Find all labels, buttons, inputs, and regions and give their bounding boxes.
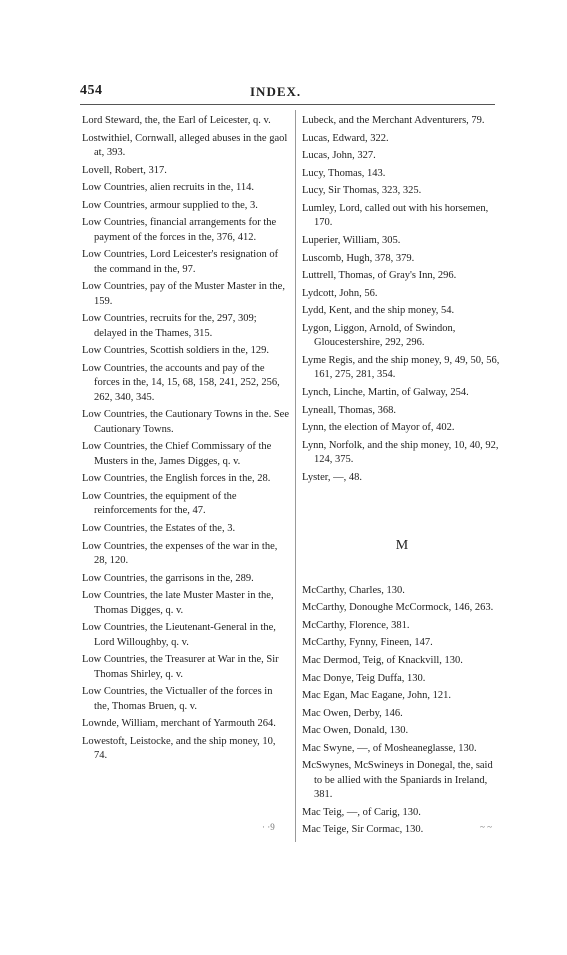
index-entry: Low Countries, the late Muster Master in the, Thomas Digges, q. v. — [82, 590, 274, 616]
index-entry: Low Countries, financial arrangements for the payment of the forces in the, 376, 412. — [82, 217, 277, 243]
index-entry: Lowestoft, Leistocke, and the ship money, 10, 74. — [82, 735, 276, 762]
index-entry: Lynn, the election of Mayor of, 402. — [302, 422, 455, 434]
index-entry: Mac Owen, Derby, 146. — [302, 707, 403, 719]
index-entry: Lygon, Liggon, Arnold, of Swindon, Gloucestershire, 292, 296. — [302, 322, 456, 349]
index-entry: Low Countries, Scottish soldiers in the, 129. — [82, 345, 269, 357]
index-entry: Lyneall, Thomas, 368. — [302, 404, 397, 416]
signature-mark: ~ ~ — [480, 822, 492, 832]
index-entry: McCarthy, Charles, 130. — [302, 584, 405, 596]
index-entry: Low Countries, the Victualler of the forces in the, Thomas Bruen, q. v. — [82, 686, 273, 712]
index-entry: Lovell, Robert, 317. — [82, 164, 167, 176]
index-entry: Luperier, William, 305. — [302, 234, 401, 246]
running-head: INDEX. — [250, 84, 302, 99]
index-entry: Low Countries, armour supplied to the, 3. — [82, 199, 258, 211]
index-entry: Low Countries, Lord Leicester's resignation of the command in the, 97. — [82, 249, 279, 275]
index-entry: Lucas, John, 327. — [302, 150, 376, 162]
index-entry: Low Countries, the Treasurer at War in the, Sir Thomas Shirley, q. v. — [82, 654, 279, 680]
index-entry: Low Countries, pay of the Muster Master in the, 159. — [82, 281, 285, 307]
index-entry: Low Countries, alien recruits in the, 114. — [82, 182, 254, 194]
index-entry: Mac Dermod, Teig, of Knackvill, 130. — [302, 654, 463, 666]
index-entry: Low Countries, the English forces in the, 28. — [82, 473, 271, 485]
index-entry: Lucy, Thomas, 143. — [302, 167, 386, 179]
index-entry: Lynch, Linche, Martin, of Galway, 254. — [302, 386, 469, 398]
index-entry: Lyme Regis, and the ship money, 9, 49, 50, 56, 161, 275, 281, 354. — [302, 354, 500, 381]
index-entry: Lord Steward, the, the Earl of Leicester, q. v. — [82, 115, 271, 126]
index-entry: Lucas, Edward, 322. — [302, 132, 389, 144]
section-letter: M — [395, 538, 409, 554]
index-entry: Lumley, Lord, called out with his horsemen, 170. — [302, 202, 489, 229]
index-entry: Lostwithiel, Cornwall, alleged abuses in the gaol at, 393. — [82, 132, 288, 158]
index-entry: Mac Egan, Mac Eagane, John, 121. — [302, 690, 451, 702]
index-entry: Low Countries, the accounts and pay of the forces in the, 14, 15, 68, 158, 241, 252, 256, 262, 340, 345. — [82, 362, 280, 403]
index-entry: Luttrell, Thomas, of Gray's Inn, 296. — [302, 270, 457, 282]
index-entry: Mac Donye, Teig Duffa, 130. — [302, 672, 426, 684]
right-column — [302, 114, 502, 841]
index-entry: Low Countries, the Cautionary Towns in the. See Cautionary Towns. — [82, 409, 290, 435]
index-entry: Mac Teige, Sir Cormac, 130. — [302, 824, 424, 836]
index-entry: Low Countries, the Lieutenant-General in the, Lord Willoughby, q. v. — [82, 622, 276, 648]
index-entry: McCarthy, Fynny, Fineen, 147. — [302, 637, 433, 649]
m-entries — [302, 584, 502, 838]
index-entry: Low Countries, recruits for the, 297, 309; delayed in the Thames, 315. — [82, 313, 257, 339]
l-entries — [302, 114, 502, 485]
index-entry: Lyster, —, 48. — [302, 471, 362, 483]
index-entry: McSwynes, McSwineys in Donegal, the, said to be allied with the Spaniards in Ireland, 381. — [302, 760, 493, 801]
index-entry: McCarthy, Florence, 381. — [302, 619, 410, 631]
left-column — [82, 114, 290, 767]
column-divider — [295, 110, 296, 842]
index-entry: Lynn, Norfolk, and the ship money, 10, 40, 92, 124, 375. — [302, 439, 499, 466]
index-entry: Mac Owen, Donald, 130. — [302, 725, 409, 737]
index-entry: Lydcott, John, 56. — [302, 287, 378, 299]
page-number: 454 — [80, 83, 103, 98]
index-entry: Lydd, Kent, and the ship money, 54. — [302, 305, 455, 317]
index-entry: Mac Teig, —, of Carig, 130. — [302, 806, 421, 818]
index-entry: Low Countries, the Chief Commissary of the Musters in the, James Digges, q. v. — [82, 441, 272, 467]
signature-mark: · ·9 — [262, 822, 275, 832]
header-rule — [80, 104, 495, 105]
index-entry: Mac Swyne, —, of Mosheaneglasse, 130. — [302, 742, 477, 754]
index-entry: McCarthy, Donoughe McCormock, 146, 263. — [302, 602, 494, 614]
index-entry: Lucy, Sir Thomas, 323, 325. — [302, 185, 422, 197]
index-entry: Lownde, William, merchant of Yarmouth 264. — [82, 718, 276, 730]
index-entry: Low Countries, the garrisons in the, 289. — [82, 572, 254, 584]
index-entry: Lubeck, and the Merchant Adventurers, 79. — [302, 115, 485, 126]
index-entry: Low Countries, the Estates of the, 3. — [82, 522, 236, 534]
index-entry: Low Countries, the expenses of the war in the, 28, 120. — [82, 540, 278, 566]
index-entry: Luscomb, Hugh, 378, 379. — [302, 252, 415, 264]
index-entry: Low Countries, the equipment of the reinforcements for the, 47. — [82, 490, 237, 517]
